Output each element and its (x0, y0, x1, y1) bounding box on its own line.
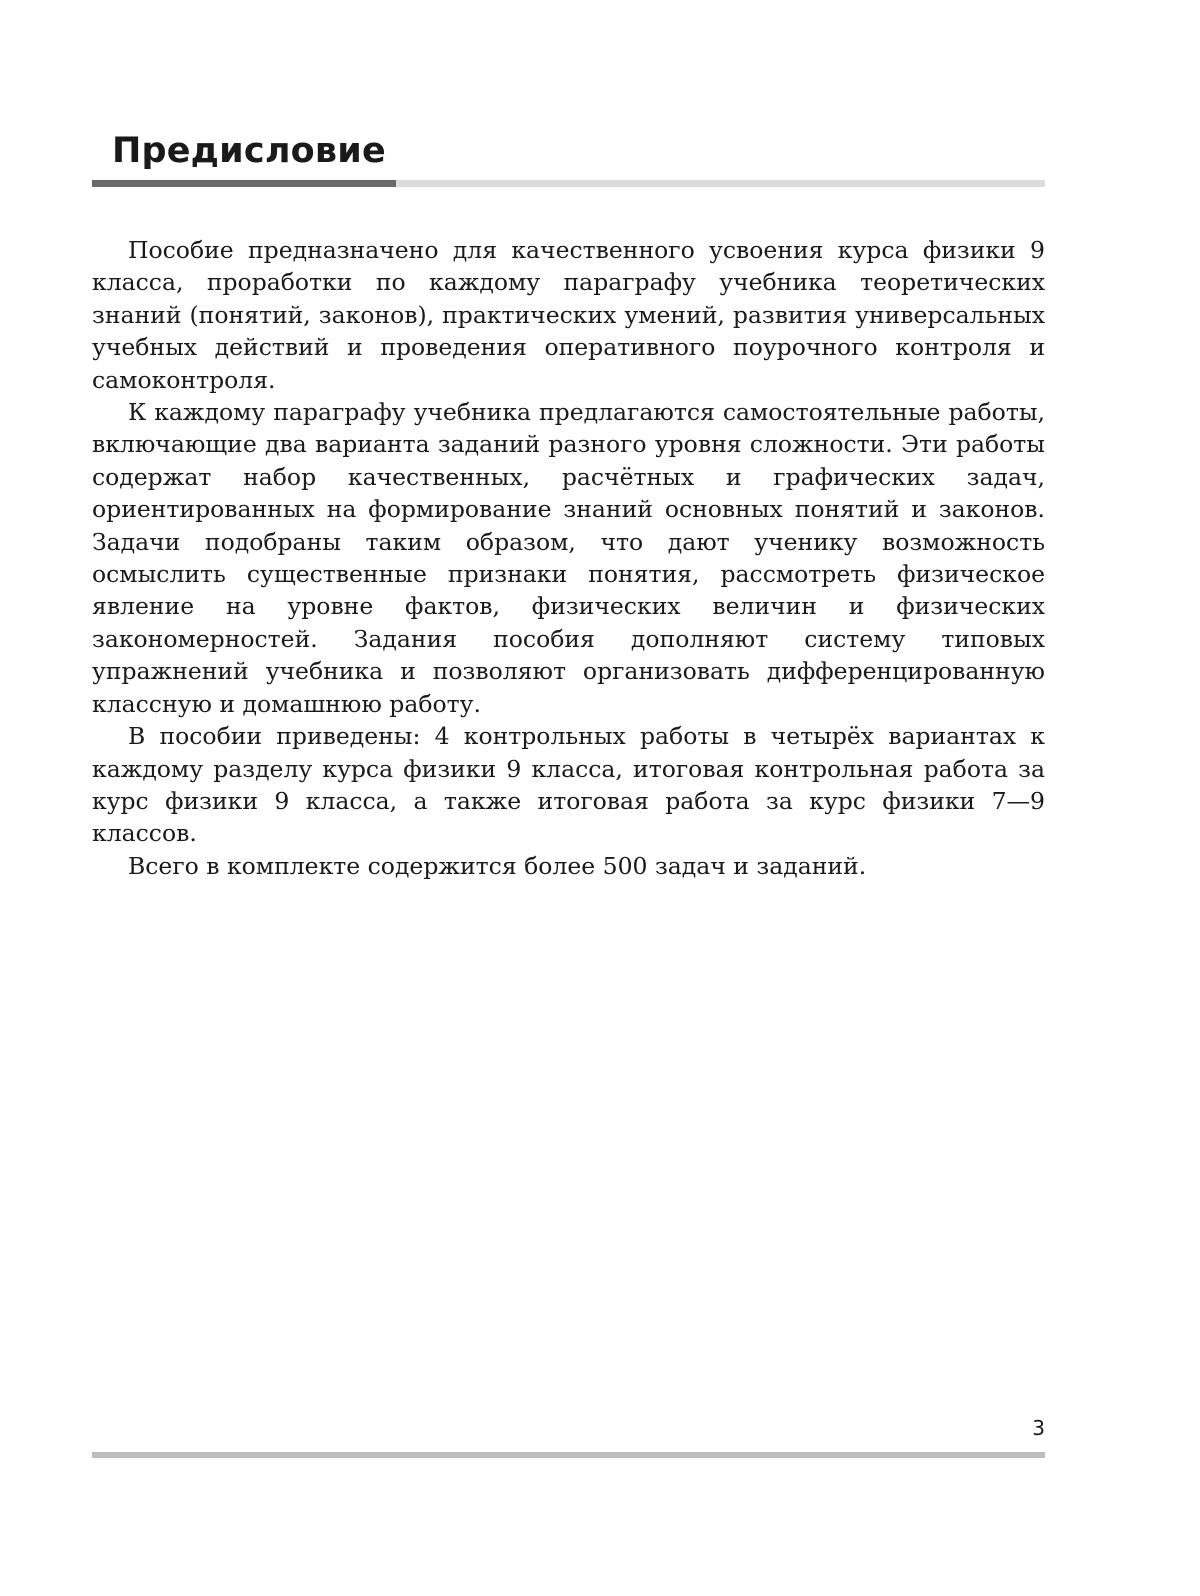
paragraph-control-works: В пособии приведены: 4 контрольных работы в четырёх вариантах к каждому разделу курса физики 9 класса, итоговая контрольная работа за курс физики 9 класса, а также итоговая работа за курс физики 7—9 классов. (92, 722, 1045, 848)
footer-rule (92, 1452, 1045, 1458)
paragraph-purpose: Пособие предназначено для качественного усвоения курса физики 9 класса, проработки по каждому параграфу учебника теоретических знаний (понятий, законов), практических умений, развития универсальных учебных действий и проведения оперативного поурочного контроля и самоконтроля. (92, 236, 1045, 394)
paragraph-total-tasks: Всего в комплекте содержится более 500 задач и заданий. (128, 851, 867, 880)
paragraph-independent-works: К каждому параграфу учебника предлагаются самостоятельные работы, включающие два варианта заданий разного уровня сложности. Эти работы содержат набор качественных, расчётных и графических задач, ориентированных на формирование знаний основных понятий и законов. Задачи подобраны таким образом, что дают ученику возможность осмыслить существенные признаки понятия, рассмотреть физическое явление на уровне фактов, физических величин и физических закономерностей. Задания пособия дополняют систему типовых упражнений учебника и позволяют организовать дифференцированную классную и домашнюю работу. (92, 398, 1045, 718)
title-underline-accent (92, 180, 396, 187)
title-underline (92, 180, 1045, 187)
page-title: Предисловие (112, 131, 386, 171)
preface-body (92, 234, 1045, 882)
page-number: 3 (1032, 1416, 1045, 1440)
